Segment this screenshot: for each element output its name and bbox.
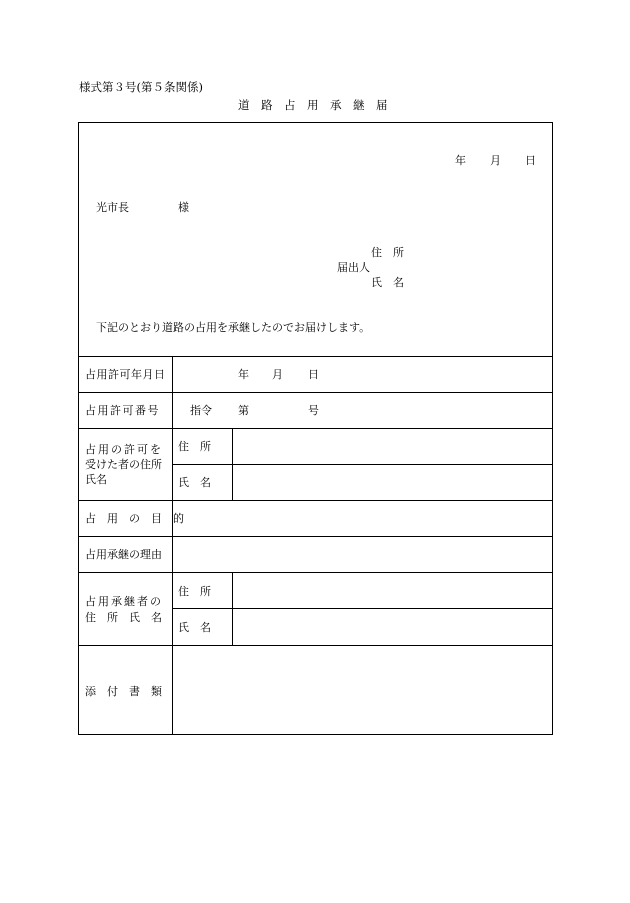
divider-header — [78, 356, 553, 357]
header-month: 月 — [490, 154, 501, 167]
divider-row1 — [78, 392, 553, 393]
divider-row5 — [78, 572, 553, 573]
permit-number-label: 占用許可番号 — [85, 404, 160, 417]
statement: 下記のとおり道路の占用を承継したのでお届けします。 — [96, 321, 371, 334]
sublabel-divider-2 — [232, 572, 233, 645]
permit-date-label: 占用許可年月日 — [85, 368, 166, 381]
header-day: 日 — [525, 154, 536, 167]
permit-number-go: 号 — [308, 404, 319, 417]
successor-label-2: 住 所 氏 名 — [85, 611, 162, 624]
permit-date-day: 日 — [308, 368, 319, 381]
original-holder-address-label: 住 所 — [178, 440, 211, 453]
label-column-divider — [172, 356, 173, 735]
divider-row3 — [78, 500, 553, 501]
purpose-label: 占 用 の 目 的 — [85, 512, 184, 525]
divider-row6-inner — [172, 608, 553, 609]
attachments-label: 添 付 書 類 — [85, 685, 162, 698]
permit-date-year: 年 — [238, 368, 249, 381]
divider-row2 — [78, 428, 553, 429]
successor-name-label: 氏 名 — [178, 621, 211, 634]
original-holder-name-label: 氏 名 — [178, 476, 211, 489]
successor-label-1: 占用承継者の — [85, 595, 163, 608]
divider-row6 — [78, 645, 553, 646]
original-holder-label-1: 占用の許可を — [85, 443, 163, 456]
permit-date-month: 月 — [272, 368, 283, 381]
form-number: 様式第３号(第５条関係) — [79, 80, 203, 94]
permit-number-prefix: 指令 — [190, 404, 212, 417]
sublabel-divider-1 — [232, 428, 233, 500]
original-holder-label-2: 受けた者の住所 — [85, 458, 162, 471]
header-year: 年 — [455, 154, 466, 167]
submitter-address-label: 住 所 — [371, 246, 404, 259]
successor-address-label: 住 所 — [178, 585, 211, 598]
original-holder-label-3: 氏名 — [85, 473, 107, 486]
divider-row4 — [78, 536, 553, 537]
permit-number-dai: 第 — [238, 404, 249, 417]
addressee-suffix: 様 — [178, 201, 189, 214]
submitter-label: 届出人 — [337, 261, 370, 274]
divider-row3-inner — [172, 464, 553, 465]
form-title: 道 路 占 用 承 継 届 — [238, 98, 388, 112]
submitter-name-label: 氏 名 — [371, 276, 404, 289]
addressee: 光市長 — [96, 201, 129, 214]
reason-label: 占用承継の理由 — [85, 548, 162, 561]
